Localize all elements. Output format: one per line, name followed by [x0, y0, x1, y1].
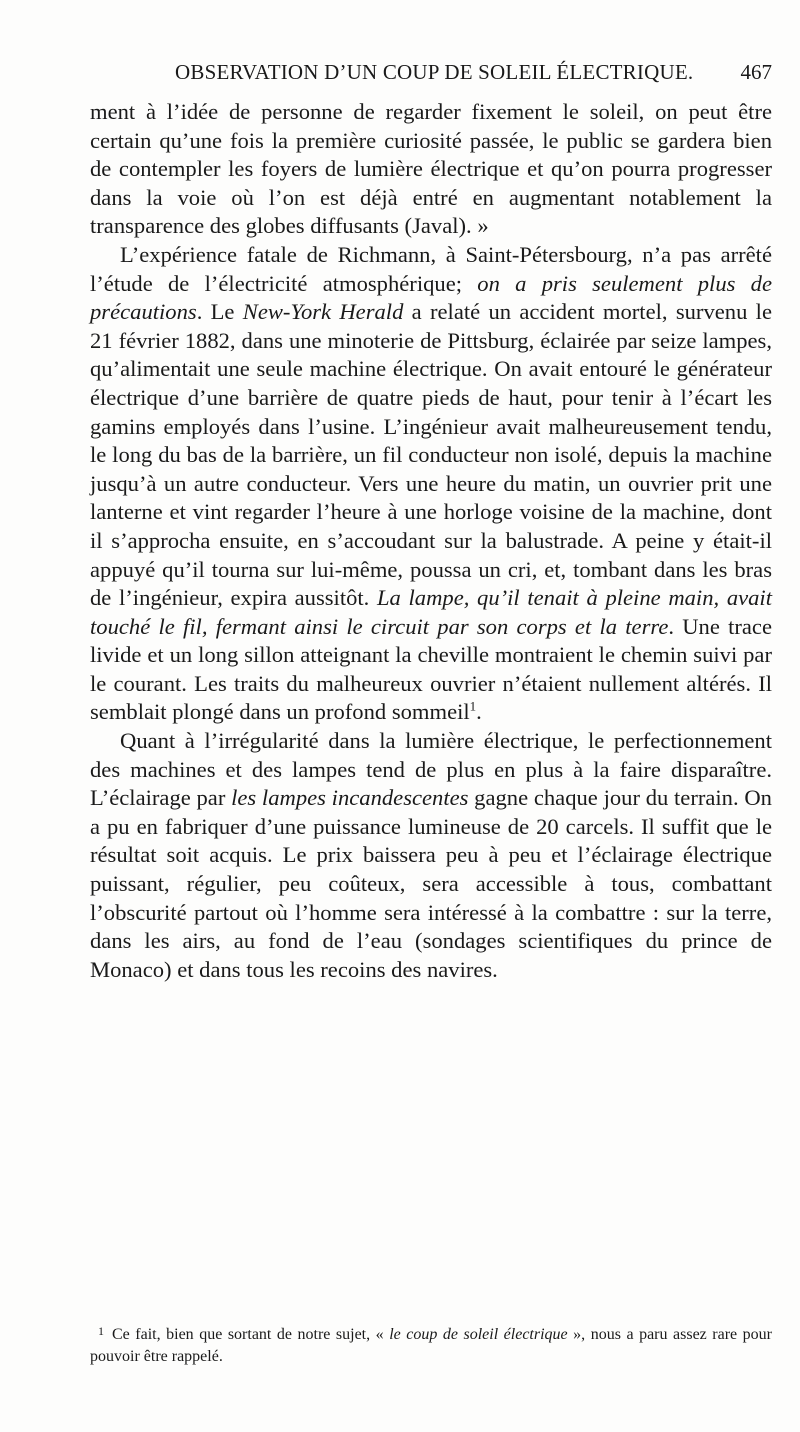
text-run: ment à l’idée de personne de regarder fixement le soleil, on peut être certain qu’une fois la première curiosité passée, le public se gardera bien de contempler les foyers de lumière électrique et qu’on pourra progresser dans la voie où l’on est déjà entré en augmentant notablement la transparence des globes diffusants (Javal). » [90, 99, 772, 239]
footnote-text [90, 1326, 772, 1365]
italic-text: le coup de soleil électrique [389, 1326, 568, 1343]
text-run: . Une trace livide et un long sillon atteignant la cheville montraient le chemin suivi par le courant. Les traits du malheureux ouvrier n’étaient nullement altérés. Il semblait plongé dans un profond sommeil [90, 613, 772, 725]
running-header [90, 60, 772, 94]
body-text [90, 98, 772, 984]
text-run: gagne chaque jour du terrain. On a pu en fabriquer d’une puissance lumineuse de 20 carcels. Il suffit que le résultat soit acquis. Le prix baissera peu à peu et l’éclairage électrique puissant, régulier, peu coûteux, sera accessible à tous, combattant l’obscurité partout où l’homme sera intéressé à la combattre : sur la terre, dans les airs, au fond de l’eau (sondages scientifiques du prince de Monaco) et dans tous les recoins des navires. [90, 785, 772, 982]
paragraph [90, 727, 772, 984]
footnote [90, 1320, 772, 1368]
text-run: . Le [196, 299, 243, 325]
footnote-marker: 1 [98, 1324, 104, 1338]
paragraph [90, 98, 772, 241]
text-run: Ce fait, bien que sortant de notre sujet, « [112, 1326, 390, 1343]
text-run: a relaté un accident mortel, survenu le 21 février 1882, dans une minoterie de Pittsburg, éclairée par seize lampes, qu’alimentait une seule machine électrique. On avait entouré le générateur électrique d’une barrière de quatre pieds de haut, pour tenir à l’écart les gamins employés dans l’usine. L’ingénieur avait malheureusement tendu, le long du bas de la barrière, un fil conducteur non isolé, depuis la machine jusqu’à un autre conducteur. Vers une heure du matin, un ouvrier prit une lanterne et vint regarder l’heure à une horloge voisine de la machine, dont il s’approcha ensuite, en s’accoudant sur la balustrade. A peine y était-il appuyé qu’il tourna sur lui-même, poussa un cri, et, tombant dans les bras de l’ingénieur, expira aussitôt. [90, 299, 772, 611]
paragraph [90, 241, 772, 727]
page-number: 467 [740, 60, 772, 84]
text-run: », nous a paru assez rare pour pouvoir être rappelé. [90, 1326, 773, 1365]
running-title: OBSERVATION D’UN COUP DE SOLEIL ÉLECTRIQUE. [175, 60, 694, 84]
footnote-reference: 1 [469, 698, 477, 714]
italic-text: les lampes incandescentes [231, 785, 469, 811]
italic-text: on a pris seulement plus de précautions [90, 270, 773, 325]
text-run: Quant à l’irrégularité dans la lumière électrique, le perfectionnement des machines et des lampes tend de plus en plus à la faire disparaître. L’éclairage par [90, 728, 772, 811]
text-run: . [476, 699, 482, 725]
text-run: L’expérience fatale de Richmann, à Saint-Pétersbourg, n’a pas arrêté l’étude de l’électricité atmosphérique; [90, 241, 772, 296]
italic-text: New-York Herald [242, 299, 404, 325]
italic-text: La lampe, qu’il tenait à pleine main, avait touché le fil, fermant ainsi le circuit par son corps et la terre [90, 585, 772, 639]
